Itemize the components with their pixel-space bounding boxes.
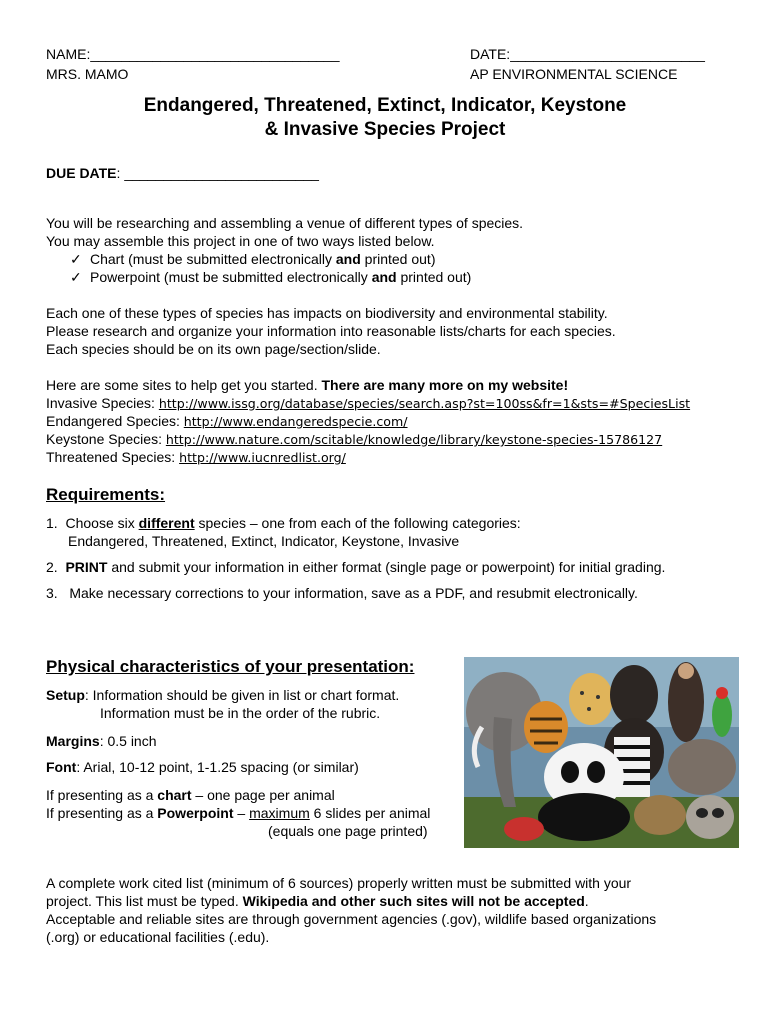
flower-icon <box>504 817 544 841</box>
works-cited-line-2-pre: project. This list must be typed. <box>46 893 243 909</box>
font-value: : Arial, 10-12 point, 1-1.25 spacing (or similar) <box>76 759 359 775</box>
ppt-format-underline: maximum <box>249 805 310 821</box>
date-blank: _________________________ <box>510 46 705 62</box>
physical-heading: Physical characteristics of your presentation: <box>46 657 415 676</box>
font-line <box>46 758 359 776</box>
site-threatened-label: Threatened Species: <box>46 449 180 465</box>
sites-intro-bold: There are many more on my website! <box>321 377 569 393</box>
requirement-3 <box>46 584 638 602</box>
option-powerpoint-bold: and <box>371 269 397 285</box>
option-powerpoint-post: printed out) <box>396 269 472 285</box>
option-chart <box>70 250 435 268</box>
chart-format-line <box>46 786 335 804</box>
impacts-line-1: Each one of these types of species has impacts on biodiversity and environmental stability. <box>46 305 608 321</box>
site-invasive-label: Invasive Species: <box>46 395 159 411</box>
raccoon-icon <box>686 795 734 839</box>
site-keystone-link[interactable]: http://www.nature.com/scitable/knowledge/library/keystone-species-15786127 <box>165 432 663 447</box>
sites-intro <box>46 376 568 394</box>
checkmark-icon: ✓ <box>70 269 82 285</box>
name-field <box>46 46 340 62</box>
chart-format-bold: chart <box>157 787 192 803</box>
due-date <box>46 164 319 182</box>
works-cited-line-3: Acceptable and reliable sites are through government agencies (.gov), wildlife based organizations <box>46 911 657 927</box>
chart-format-post: – one page per animal <box>191 787 335 803</box>
site-endangered-link[interactable]: http://www.endangeredspecie.com/ <box>183 414 408 429</box>
page-title-line1: Endangered, Threatened, Extinct, Indicator, Keystone <box>143 95 627 116</box>
due-date-colon: : <box>116 165 121 181</box>
site-threatened-link[interactable]: http://www.iucnredlist.org/ <box>179 450 346 465</box>
setup-line-2: Information must be in the order of the rubric. <box>100 705 381 721</box>
site-keystone-label: Keystone Species: <box>46 431 166 447</box>
chart-format-pre: If presenting as a <box>46 787 158 803</box>
requirement-1 <box>46 514 521 532</box>
ppt-format-mid: – <box>233 805 250 821</box>
equals-note: (equals one page printed) <box>268 823 428 839</box>
requirement-1-number: 1. <box>46 515 58 531</box>
intro-line-2: You may assemble this project in one of two ways listed below. <box>46 233 435 249</box>
ppt-format-pre: If presenting as a <box>46 805 158 821</box>
powerpoint-format-line <box>46 804 430 822</box>
works-cited-line-2-bold: Wikipedia and other such sites will not be accepted <box>242 893 585 909</box>
teacher-name: MRS. MAMO <box>46 66 129 82</box>
tiger-icon <box>524 701 568 753</box>
site-invasive <box>46 394 690 413</box>
requirement-1-text: Choose six <box>65 515 139 531</box>
ppt-format-bold: Powerpoint <box>157 805 234 821</box>
works-cited-line-2-post: . <box>584 893 589 909</box>
page-title-line2: & Invasive Species Project <box>264 119 506 140</box>
site-invasive-link[interactable]: http://www.issg.org/database/species/search.asp?st=100ss&fr=1&sts=#SpeciesList <box>158 396 691 411</box>
option-powerpoint <box>70 268 471 286</box>
animal-collage-image <box>464 657 739 848</box>
checkmark-icon: ✓ <box>70 251 82 267</box>
setup-line-1 <box>46 686 399 704</box>
impacts-line-3: Each species should be on its own page/section/slide. <box>46 341 381 357</box>
works-cited-line-4: (.org) or educational facilities (.edu). <box>46 929 270 945</box>
requirement-3-number: 3. <box>46 585 58 601</box>
frog-icon <box>634 795 686 835</box>
requirement-1-categories: Endangered, Threatened, Extinct, Indicator, Keystone, Invasive <box>68 533 460 549</box>
font-label: Font <box>46 759 77 775</box>
name-label: NAME: <box>46 46 91 62</box>
rhino-icon <box>668 739 736 795</box>
margins-label: Margins <box>46 733 100 749</box>
due-date-label: DUE DATE <box>46 165 117 181</box>
margins-value: : 0.5 inch <box>99 733 157 749</box>
requirement-2-text: and submit your information in either format (single page or powerpoint) for initial grading. <box>107 559 666 575</box>
option-powerpoint-text: Powerpoint (must be submitted electronically <box>90 269 372 285</box>
date-field <box>470 46 705 62</box>
parrot-icon <box>712 693 732 737</box>
site-threatened <box>46 448 346 467</box>
works-cited-line-1: A complete work cited list (minimum of 6 sources) properly written must be submitted with your <box>46 875 632 891</box>
name-blank: ________________________________ <box>90 46 340 62</box>
requirement-2-bold: PRINT <box>65 559 108 575</box>
impacts-line-2: Please research and organize your information into reasonable lists/charts for each species. <box>46 323 616 339</box>
site-endangered-label: Endangered Species: <box>46 413 184 429</box>
option-chart-post: printed out) <box>360 251 436 267</box>
intro-line-1: You will be researching and assembling a venue of different types of species. <box>46 215 524 231</box>
course-name: AP ENVIRONMENTAL SCIENCE <box>470 66 678 82</box>
requirement-1-post: species – one from each of the following categories: <box>194 515 521 531</box>
option-chart-bold: and <box>335 251 361 267</box>
cheetah-icon <box>569 673 613 725</box>
setup-label: Setup <box>46 687 85 703</box>
ppt-format-post: 6 slides per animal <box>309 805 431 821</box>
setup-text: : Information should be given in list or chart format. <box>84 687 400 703</box>
requirements-heading: Requirements: <box>46 485 166 504</box>
option-chart-text: Chart (must be submitted electronically <box>90 251 336 267</box>
requirement-3-text: Make necessary corrections to your information, save as a PDF, and resubmit electronically. <box>69 585 638 601</box>
date-label: DATE: <box>470 46 511 62</box>
requirement-2 <box>46 558 665 576</box>
margins-line <box>46 732 157 750</box>
due-date-blank: _________________________ <box>124 165 319 181</box>
site-endangered <box>46 412 408 431</box>
site-keystone <box>46 430 662 449</box>
requirement-2-number: 2. <box>46 559 58 575</box>
requirement-1-bold: different <box>138 515 195 531</box>
works-cited-line-2 <box>46 892 589 910</box>
sites-intro-text: Here are some sites to help get you started. <box>46 377 322 393</box>
gorilla-icon <box>610 665 658 725</box>
